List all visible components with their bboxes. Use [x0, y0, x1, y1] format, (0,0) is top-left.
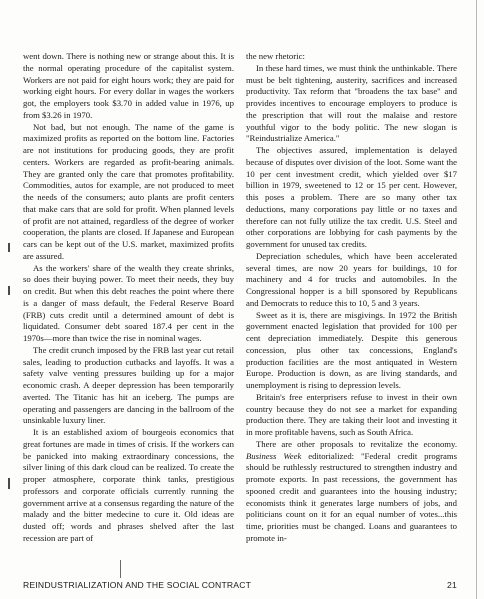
footer-tick-mark: [120, 560, 121, 578]
right-text-column: [246, 51, 457, 545]
paragraph: The objectives assured, implementation is delayed because of disputes over division of the loot. Some want the 10 per cent investment credit, which yielded over $17 billion in 1979, sweetened to 12 or 15 per cent. However, this poses a problem. There are so many other tax deductions, many corporations pay little or no taxes and therefore can not fully utilize the tax credit. U.S. Steel and other corporations are lobbying for cash payments by the government for unused tax credits.: [246, 145, 457, 249]
paragraph: went down. There is nothing new or strange about this. It is the normal operating procedure of the capitalist system. Workers are not paid for eight hours work; they are paid for working eight hours. For every dollar in wages the workers got, the employers took $3.70 in added value in 1976, up from $3.26 in 1970.: [23, 51, 234, 120]
left-text-column: [23, 51, 234, 545]
paragraph: In these hard times, we must think the unthinkable. There must be belt tightening, austerity, sacrifices and increased productivity. Tax reform that "broadens the tax base" and provides incentives to encourage employers to produce is the prescription that will rout the malaise and restore youthful vigor to the body politic. The new slogan is "Reindustrialize America.": [246, 62, 457, 144]
publication-name: Business Week: [246, 450, 302, 461]
paragraph: Depreciation schedules, which have been accelerated several times, are now 20 years for buildings, 10 for machinery and 4 for trucks and automobiles. In the Congressional hopper is a bill sponsored by Republicans and Democrats to reduce this to 10, 5 and 3 years.: [246, 250, 457, 308]
paragraph: There are other proposals to revitalize the economy. Business Week editorialized: "Federal credit programs should be ruthlessly restructured to strengthen industry and promote exports. In past recessions, the government has spooned credit and guarantees into the housing industry; economists think it generates large numbers of jobs, and politicians count on it for an equal number of votes...this time, priorities must be changed. Loans and guarantees to promote in-: [246, 438, 457, 543]
paragraph: It is an established axiom of bourgeois economics that great fortunes are made in times of crisis. If the workers can be panicked into making extraordinary concessions, the silver lining of this dark cloud can be realized. To create the proper atmosphere, corporate think tanks, prestigious professors and corporate officials currently running the government arrive at a consensus regarding the nature of the malady and the bitter medecine to cure it. Old ideas are dusted off; words and phrases shelved after the last recession are part of: [23, 427, 234, 543]
running-title: REINDUSTRIALIZATION AND THE SOCIAL CONTRACT: [23, 580, 252, 590]
page-edge-line: [476, 0, 477, 599]
paragraph: Sweet as it is, there are misgivings. In 1972 the British government enacted legislation that provided for 100 per cent depreciation immediately. Despite this generous concession, plus other tax concessions, England's production facilities are the most antiquated in Western Europe. Production is down, as are living standards, and unemployment is rising to depression levels.: [246, 309, 457, 390]
paragraph: The credit crunch imposed by the FRB last year cut retail sales, leading to production cutbacks and layoffs. It was a safety valve venting pressures building up for a major economic crash. A deeper depression has been temporarily averted. The Titanic has hit an iceberg. The pumps are operating and passengers are dancing in the ballroom of the unsinkable luxury liner.: [23, 344, 234, 426]
margin-mark: [8, 243, 10, 252]
paragraph: Britain's free enterprisers refuse to invest in their own country because they do not see a market for expanding production there. They are taking their loot and investing it in more profitable havens, such as South Africa.: [246, 391, 457, 437]
page-number: 21: [447, 580, 457, 590]
paragraph: the new rhetoric:: [246, 51, 305, 61]
margin-mark: [8, 286, 10, 295]
paragraph: As the workers' share of the wealth they create shrinks, so does their buying power. To meet their needs, they buy on credit. But when this debt reaches the point where there is a danger of mass default, the Federal Reserve Board (FRB) cuts credit until a determined amount of debt is liquidated. Consumer debt soared 187.4 per cent in the 1970s—more than twice the rise in nominal wages.: [23, 262, 234, 343]
paragraph: Not bad, but not enough. The name of the game is maximized profits as reported on the bottom line. Factories are not institutions for producing goods, they are profit centers. Workers are regarded as profit-bearing animals. They are granted only the care that promotes profitability. Commodities, autos for example, are not produced to meet the needs of the consumers; auto plants are profit centers that make cars that are sold for profit. When planned levels of profit are not attained, regardless of the degree of worker cooperation, the plants are closed. If Japanese and European cars can be kept out of the U.S. market, maximized profits are assured.: [23, 121, 234, 261]
margin-mark: [8, 478, 10, 489]
